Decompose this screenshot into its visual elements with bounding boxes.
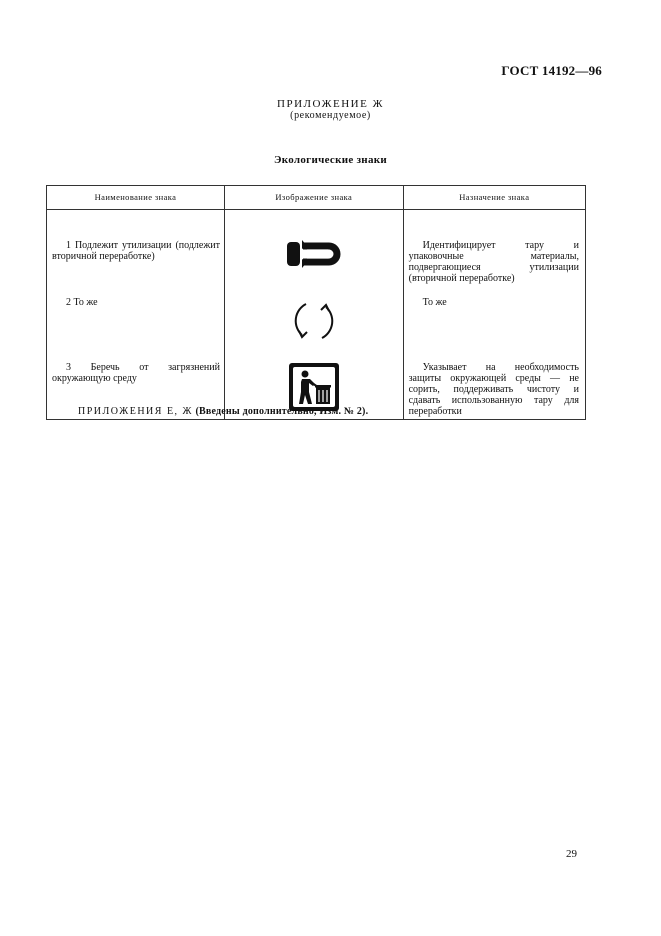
footnote xyxy=(78,406,368,417)
appendix-status: (рекомендуемое) xyxy=(290,110,371,121)
sign-name: 2 То же xyxy=(47,291,225,356)
sign-purpose: То же xyxy=(403,291,585,356)
header-image: Изображение знака xyxy=(225,186,404,210)
sign-purpose: Указывает на необходимость защиты окружающей среды — не сорить, поддерживать чистоту и сдавать использованную тару для переработки xyxy=(403,356,585,420)
section-title: Экологические знаки xyxy=(273,154,388,166)
sign-image xyxy=(225,291,404,356)
header-name: Наименование знака xyxy=(47,186,225,210)
table-row xyxy=(47,210,586,292)
eco-signs-table xyxy=(46,185,586,420)
recycle-loop-icon xyxy=(283,260,345,271)
sign-image xyxy=(225,210,404,292)
footnote-label: ПРИЛОЖЕНИЯ Е, Ж xyxy=(78,406,194,417)
standard-number: ГОСТ 14192—96 xyxy=(501,63,602,78)
footnote-note: (Введены дополнительно, Изм. № 2). xyxy=(195,406,369,417)
table-row xyxy=(47,291,586,356)
circular-arrows-icon xyxy=(290,337,338,348)
sign-name: 3 Беречь от загрязнений окружающую среду xyxy=(47,356,225,420)
header-purpose: Назначение знака xyxy=(403,186,585,210)
appendix-title: ПРИЛОЖЕНИЕ Ж xyxy=(277,98,384,110)
sign-name: 1 Подлежит утилизации (подлежит вторичной переработке) xyxy=(47,210,225,292)
sign-purpose: Идентифицирует тару и упаковочные материалы, подвергающиеся утилизации (вторичной переработке) xyxy=(403,210,585,292)
table-header-row xyxy=(47,186,586,210)
page-number: 29 xyxy=(566,848,577,860)
